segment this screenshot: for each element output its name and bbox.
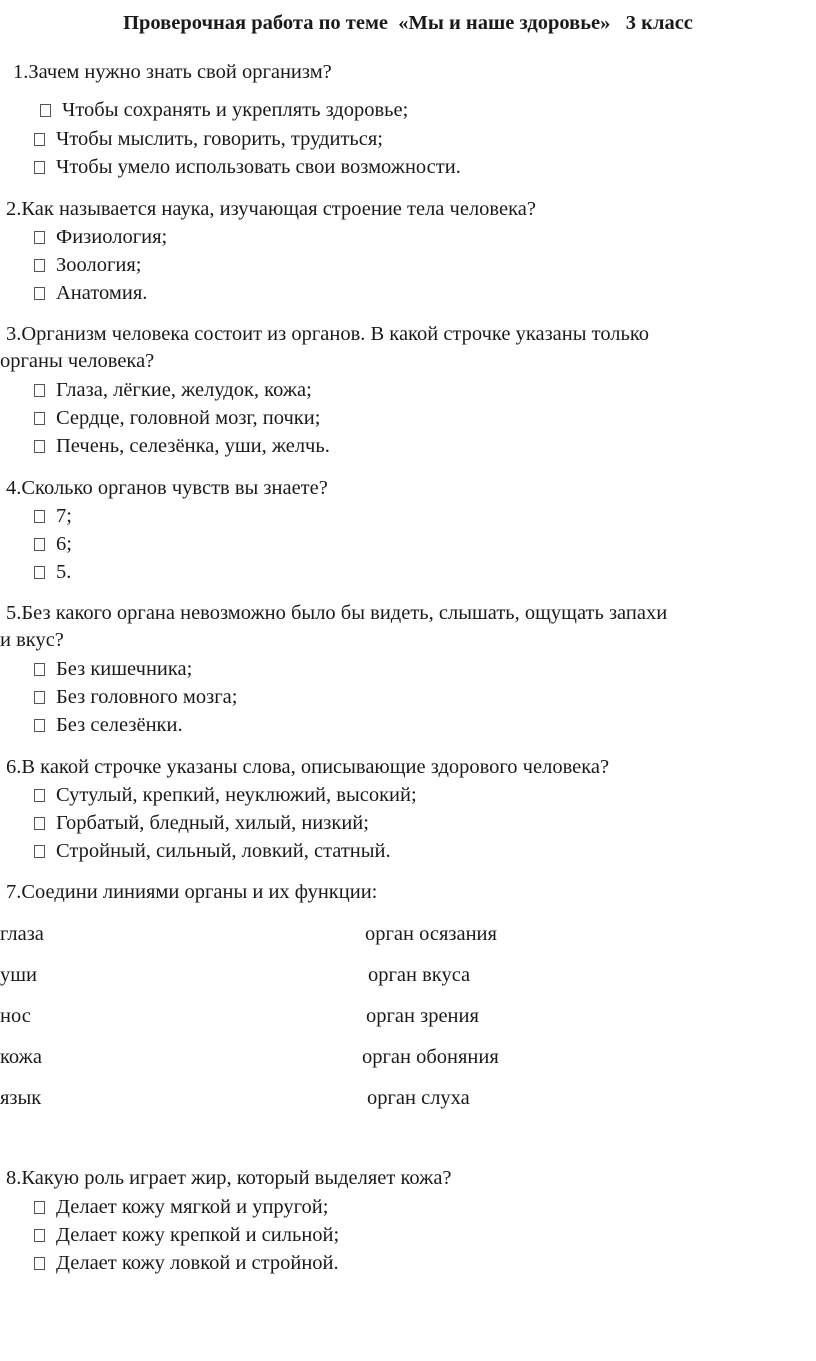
organ-item[interactable]: уши xyxy=(0,964,38,986)
function-item[interactable]: орган осязания xyxy=(365,923,497,945)
option-label: Анатомия. xyxy=(56,282,148,304)
checkbox-icon[interactable] xyxy=(34,1257,45,1270)
question-3-option-1[interactable] xyxy=(34,376,312,404)
organ-item[interactable]: нос xyxy=(0,1005,31,1027)
question-5-option-2[interactable] xyxy=(34,683,237,711)
page-title: Проверочная работа по теме «Мы и наше здоровье» 3 класс xyxy=(123,12,693,34)
question-3-option-2[interactable] xyxy=(34,404,320,432)
option-label: 6; xyxy=(56,533,72,555)
checkbox-icon[interactable] xyxy=(34,259,45,272)
option-label: Печень, селезёнка, уши, желчь. xyxy=(56,435,330,457)
question-3-text-line-2: органы человека? xyxy=(0,350,155,372)
option-label: Чтобы мыслить, говорить, трудиться; xyxy=(56,128,383,150)
question-2-option-2[interactable] xyxy=(34,251,141,279)
question-5-text-line-2: и вкус? xyxy=(0,629,64,651)
question-3-option-3[interactable] xyxy=(34,432,330,460)
question-2-text: 2.Как называется наука, изучающая строение тела человека? xyxy=(6,198,536,220)
question-6-option-2[interactable] xyxy=(34,809,369,837)
option-label: Зоология; xyxy=(56,254,142,276)
question-4-option-2[interactable] xyxy=(34,530,72,558)
question-8-option-2[interactable] xyxy=(34,1221,339,1249)
function-item[interactable]: орган обоняния xyxy=(362,1046,499,1068)
organ-item[interactable]: глаза xyxy=(0,923,44,945)
option-label: 7; xyxy=(56,505,72,527)
checkbox-icon[interactable] xyxy=(34,231,45,244)
option-label: Чтобы умело использовать свои возможности. xyxy=(56,156,461,178)
question-6-option-1[interactable] xyxy=(34,781,417,809)
function-item[interactable]: орган вкуса xyxy=(368,964,471,986)
checkbox-icon[interactable] xyxy=(34,1229,45,1242)
question-4-option-1[interactable] xyxy=(34,502,72,530)
option-label: Делает кожу ловкой и стройной. xyxy=(56,1252,339,1274)
organ-item[interactable]: язык xyxy=(0,1087,42,1109)
question-5-option-3[interactable] xyxy=(34,711,183,739)
checkbox-icon[interactable] xyxy=(34,287,45,300)
checkbox-icon[interactable] xyxy=(34,384,45,397)
checkbox-icon[interactable] xyxy=(34,510,45,523)
question-6-text: 6.В какой строчке указаны слова, описывающие здорового человека? xyxy=(6,756,610,778)
question-1-text: 1.Зачем нужно знать свой организм? xyxy=(13,61,332,83)
checkbox-icon[interactable] xyxy=(34,691,45,704)
option-label: Сердце, головной мозг, почки; xyxy=(56,407,321,429)
option-label: Делает кожу крепкой и сильной; xyxy=(56,1224,340,1246)
checkbox-icon[interactable] xyxy=(40,104,51,117)
checkbox-icon[interactable] xyxy=(34,566,45,579)
option-label: Без селезёнки. xyxy=(56,714,183,736)
function-item[interactable]: орган зрения xyxy=(366,1005,479,1027)
checkbox-icon[interactable] xyxy=(34,719,45,732)
option-label: Физиология; xyxy=(56,226,168,248)
option-label: Без кишечника; xyxy=(56,658,193,680)
question-7-text: 7.Соедини линиями органы и их функции: xyxy=(6,881,378,903)
option-label: Делает кожу мягкой и упругой; xyxy=(56,1196,329,1218)
checkbox-icon[interactable] xyxy=(34,817,45,830)
question-8-text: 8.Какую роль играет жир, который выделяет кожа? xyxy=(6,1167,452,1189)
question-2-option-1[interactable] xyxy=(34,223,167,251)
checkbox-icon[interactable] xyxy=(34,845,45,858)
checkbox-icon[interactable] xyxy=(34,440,45,453)
checkbox-icon[interactable] xyxy=(34,161,45,174)
checkbox-icon[interactable] xyxy=(34,663,45,676)
option-label: Без головного мозга; xyxy=(56,686,238,708)
option-label: Сутулый, крепкий, неуклюжий, высокий; xyxy=(56,784,417,806)
question-5-option-1[interactable] xyxy=(34,655,192,683)
question-4-option-3[interactable] xyxy=(34,558,71,586)
checkbox-icon[interactable] xyxy=(34,412,45,425)
question-1-option-1[interactable] xyxy=(40,96,408,124)
organ-item[interactable]: кожа xyxy=(0,1046,42,1068)
question-4-text: 4.Сколько органов чувств вы знаете? xyxy=(6,477,328,499)
option-label: Глаза, лёгкие, желудок, кожа; xyxy=(56,379,312,401)
question-6-option-3[interactable] xyxy=(34,837,391,865)
question-8-option-1[interactable] xyxy=(34,1193,328,1221)
question-2-option-3[interactable] xyxy=(34,279,147,307)
checkbox-icon[interactable] xyxy=(34,789,45,802)
checkbox-icon[interactable] xyxy=(34,1201,45,1214)
option-label: Горбатый, бледный, хилый, низкий; xyxy=(56,812,369,834)
question-5-text-line-1: 5.Без какого органа невозможно было бы видеть, слышать, ощущать запахи xyxy=(6,602,668,624)
question-8-option-3[interactable] xyxy=(34,1249,339,1277)
option-label: Стройный, сильный, ловкий, статный. xyxy=(56,840,391,862)
checkbox-icon[interactable] xyxy=(34,538,45,551)
checkbox-icon[interactable] xyxy=(34,133,45,146)
question-1-option-3[interactable] xyxy=(34,153,461,181)
option-label: Чтобы сохранять и укреплять здоровье; xyxy=(62,99,409,121)
question-3-text-line-1: 3.Организм человека состоит из органов. В какой строчке указаны только xyxy=(6,323,650,345)
option-label: 5. xyxy=(56,561,72,583)
function-item[interactable]: орган слуха xyxy=(367,1087,470,1109)
question-1-option-2[interactable] xyxy=(34,125,383,153)
